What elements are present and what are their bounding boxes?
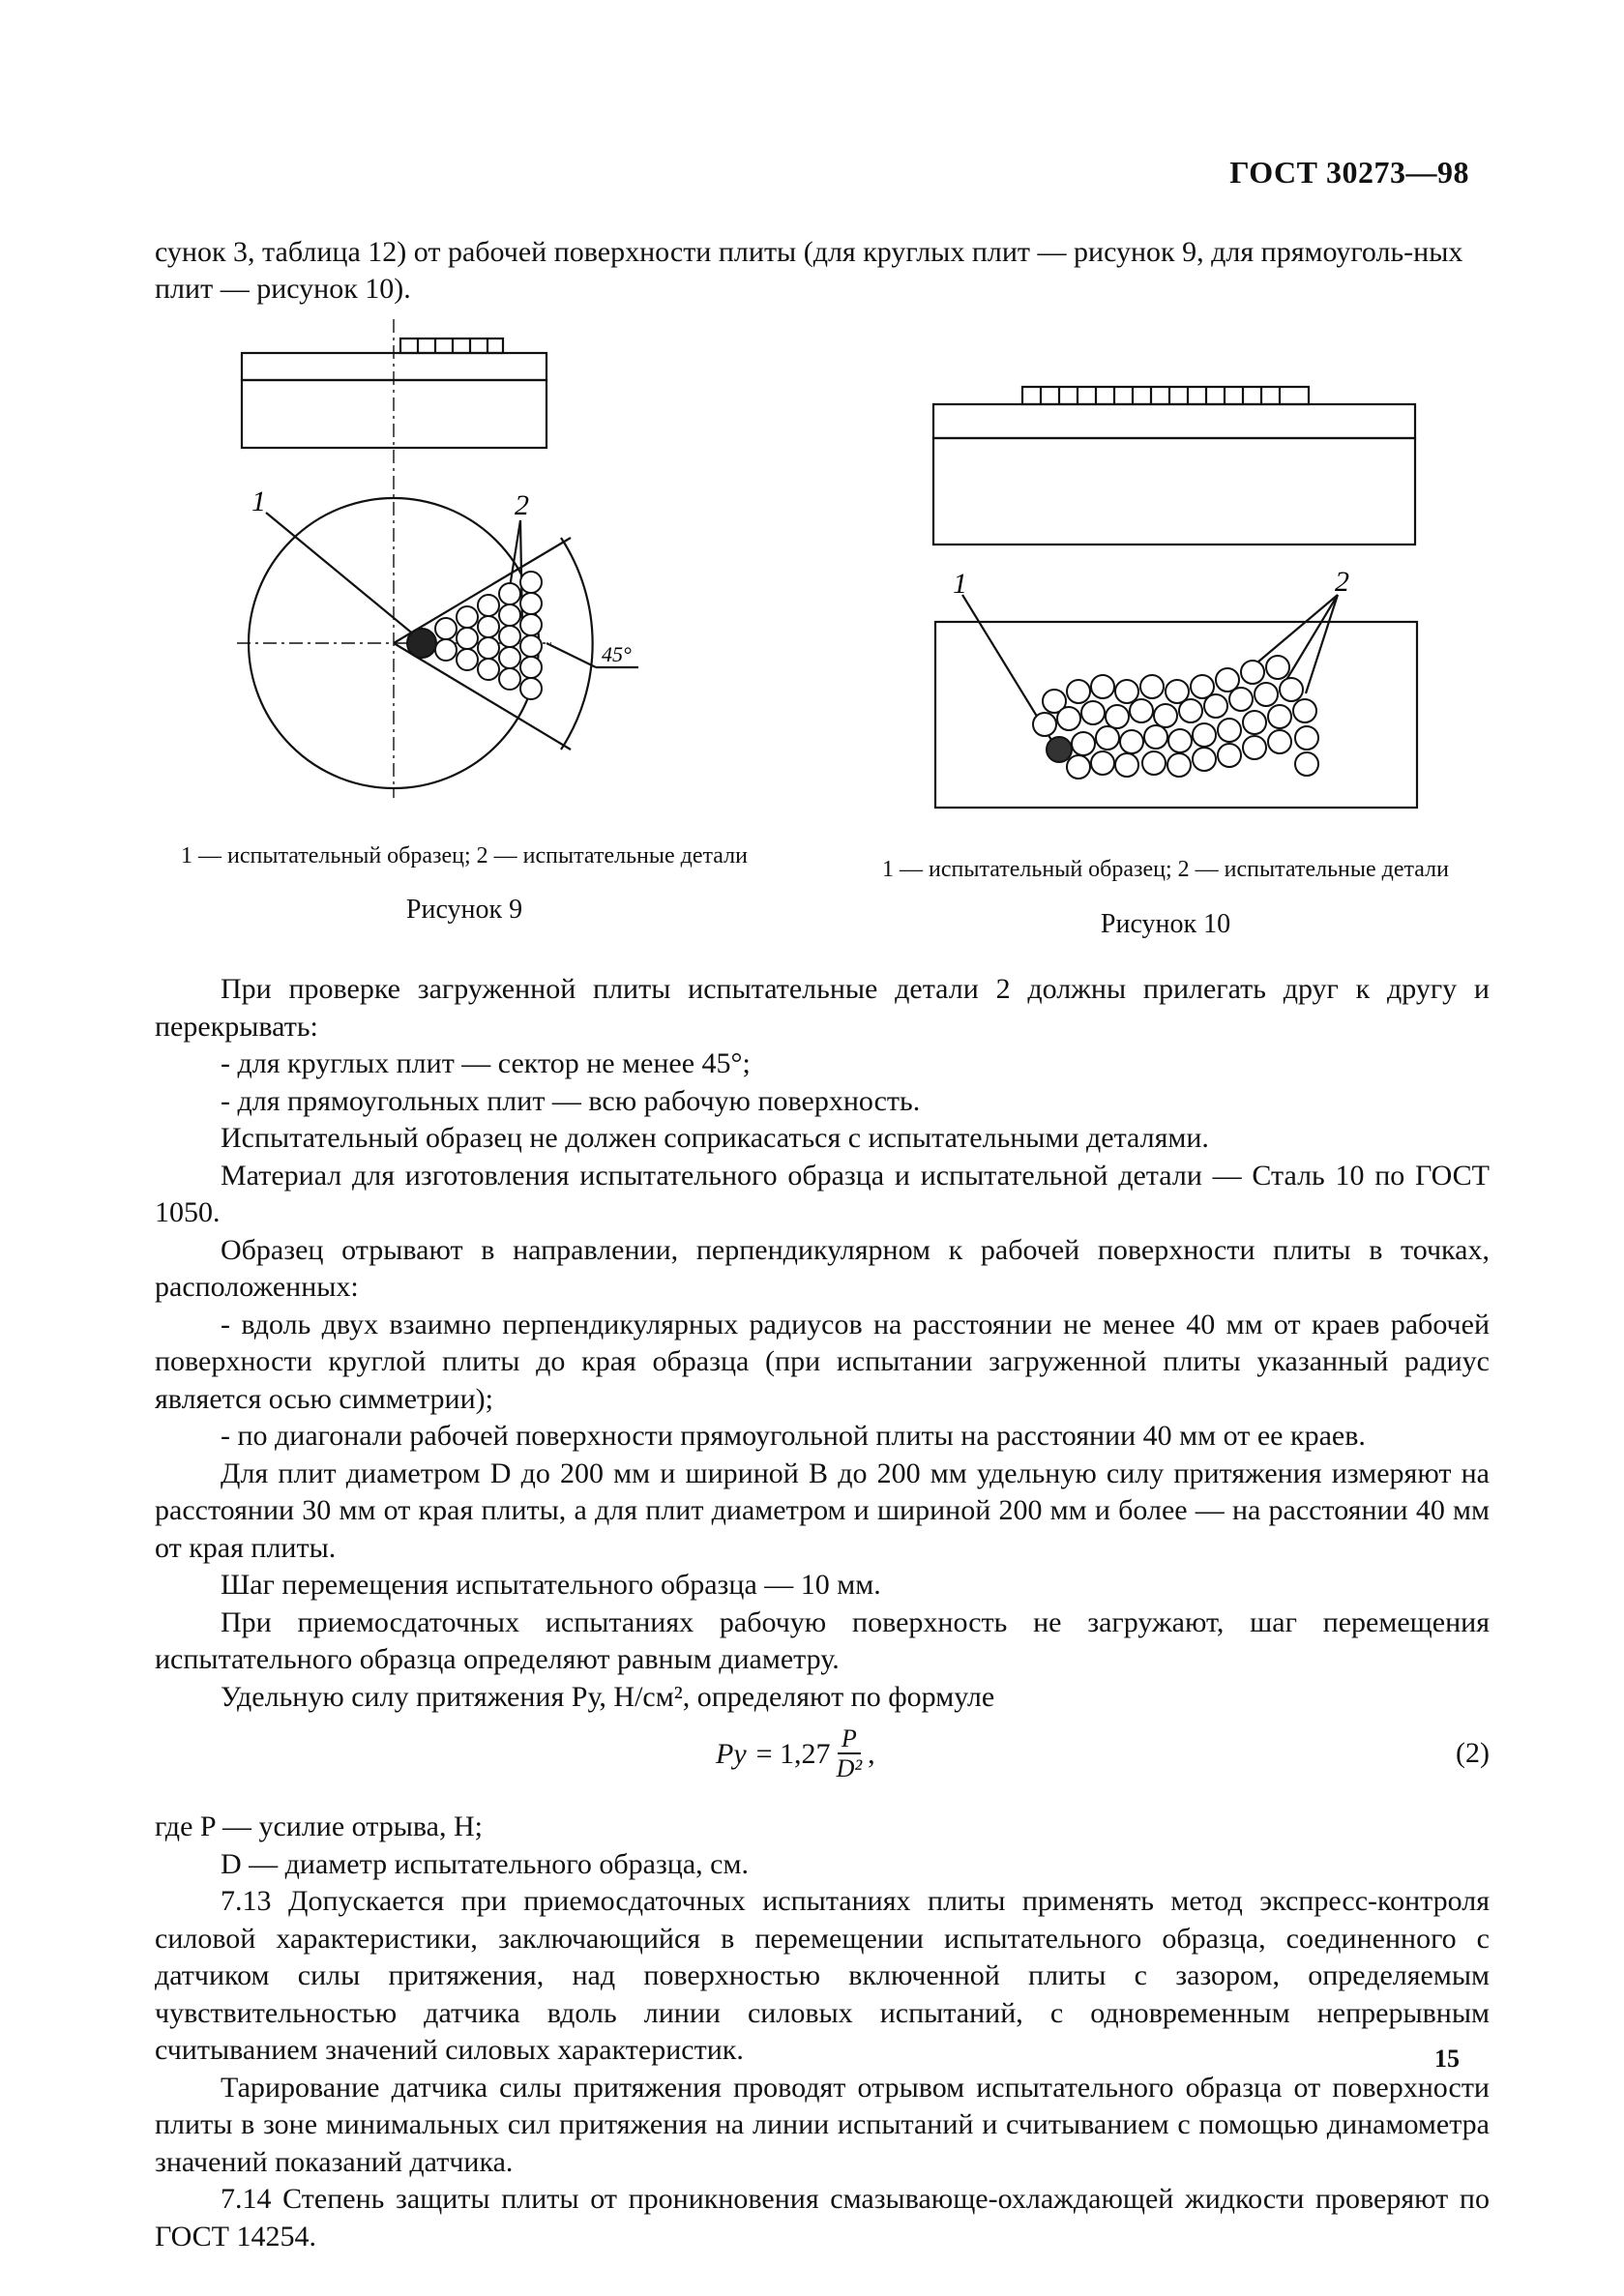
paragraph: - для прямоугольных плит — всю рабочую поверхность. (221, 1084, 921, 1117)
figure-10-label-1: 1 (953, 568, 967, 600)
paragraph: Удельную силу притяжения Pу, Н/см², определяют по формуле (221, 1680, 995, 1713)
paragraph: 7.14 Степень защиты плиты от проникновения смазывающе-охлаждающей жидкости проверяют по ГОСТ 14254. (155, 2183, 1490, 2252)
body-text (155, 971, 1490, 2255)
paragraph: При проверке загруженной плиты испытательные детали 2 должны прилегать друг к другу и перекрывать: (155, 973, 1490, 1043)
document-header: ГОСТ 30273—98 (1229, 155, 1469, 190)
paragraph: - вдоль двух взаимно перпендикулярных радиусов на расстоянии не менее 40 мм от краев рабочей поверхности круглой плиты до края образца (при испытании загруженной плиты указанный радиус является осью симметрии); (155, 1308, 1490, 1415)
paragraph: 7.13 Допускается при приемосдаточных испытаниях плиты применять метод экспресс-контроля силовой характеристики, заключающийся в перемещении испытательного образца, соединенного с датчиком силы притяжения, над поверхностью включенной плиты с зазором, определяемым чувствительностью датчика вдоль линии силовых испытаний, с одновременным непрерывным считыванием значений силовых характеристик. (155, 1885, 1490, 2066)
figure-10-drawing (924, 372, 1465, 817)
formula-tail: , (868, 1737, 875, 1770)
paragraph: - по диагонали рабочей поверхности прямоугольной плиты на расстоянии 40 мм от ее краев. (221, 1420, 1366, 1452)
figure-9-label-2: 2 (515, 489, 529, 521)
formula-equals: = 1,27 (755, 1737, 831, 1770)
paragraph: При приемосдаточных испытаниях рабочую поверхность не загружают, шаг перемещения испытательного образца определяют равным диаметру. (155, 1605, 1490, 1675)
figure-9-label-1: 1 (251, 486, 266, 517)
formula-denominator: D² (836, 1754, 863, 1782)
figure-10-label-2: 2 (1335, 566, 1349, 598)
paragraph: Тарирование датчика силы притяжения проводят отрывом испытательного образца от поверхности плиты в зоне минимальных сил притяжения на линии испытаний и считыванием с помощью динамометра значений показаний датчика. (155, 2071, 1490, 2178)
page-number: 15 (1434, 2045, 1460, 2073)
paragraph: Шаг перемещения испытательного образца — 10 мм. (221, 1569, 881, 1601)
paragraph: - для круглых плит — сектор не менее 45°; (221, 1047, 751, 1079)
where-line: D — диаметр испытательного образца, см. (221, 1847, 749, 1880)
where-line: где P — усилие отрыва, Н; (155, 1810, 483, 1842)
formula-numerator: P (838, 1725, 861, 1754)
figure-10-title: Рисунок 10 (1100, 909, 1231, 939)
formula-lhs: Py (716, 1737, 747, 1770)
formula-fraction (837, 1725, 863, 1783)
paragraph: Образец отрывают в направлении, перпендикулярном к рабочей поверхности плиты в точках, расположенных: (155, 1233, 1490, 1303)
formula-number: (2) (1456, 1737, 1490, 1769)
figure-10-legend: 1 — испытательный образец; 2 — испытательные детали (882, 857, 1449, 882)
figure-9-drawing (213, 309, 716, 812)
figure-9-legend: 1 — испытательный образец; 2 — испытательные детали (181, 843, 748, 868)
paragraph: Испытательный образец не должен соприкасаться с испытательными деталями. (221, 1122, 1209, 1154)
formula-2 (155, 1716, 1490, 1809)
paragraph: Материал для изготовления испытательного образца и испытательной детали — Сталь 10 по ГОСТ 1050. (155, 1159, 1490, 1228)
figure-9-angle-label: 45° (602, 642, 632, 666)
intro-text: сунок 3, таблица 12) от рабочей поверхности плиты (для круглых плит — рисунок 9, для прямоуголь-ных плит — рисунок 10). (155, 236, 1463, 305)
paragraph: Для плит диаметром D до 200 мм и шириной B до 200 мм удельную силу притяжения измеряют на расстоянии 30 мм от края плиты, а для плит диаметром и шириной 200 мм и более — на расстоянии 40 мм от края плиты. (155, 1457, 1490, 1564)
figure-9-title: Рисунок 9 (405, 895, 523, 925)
